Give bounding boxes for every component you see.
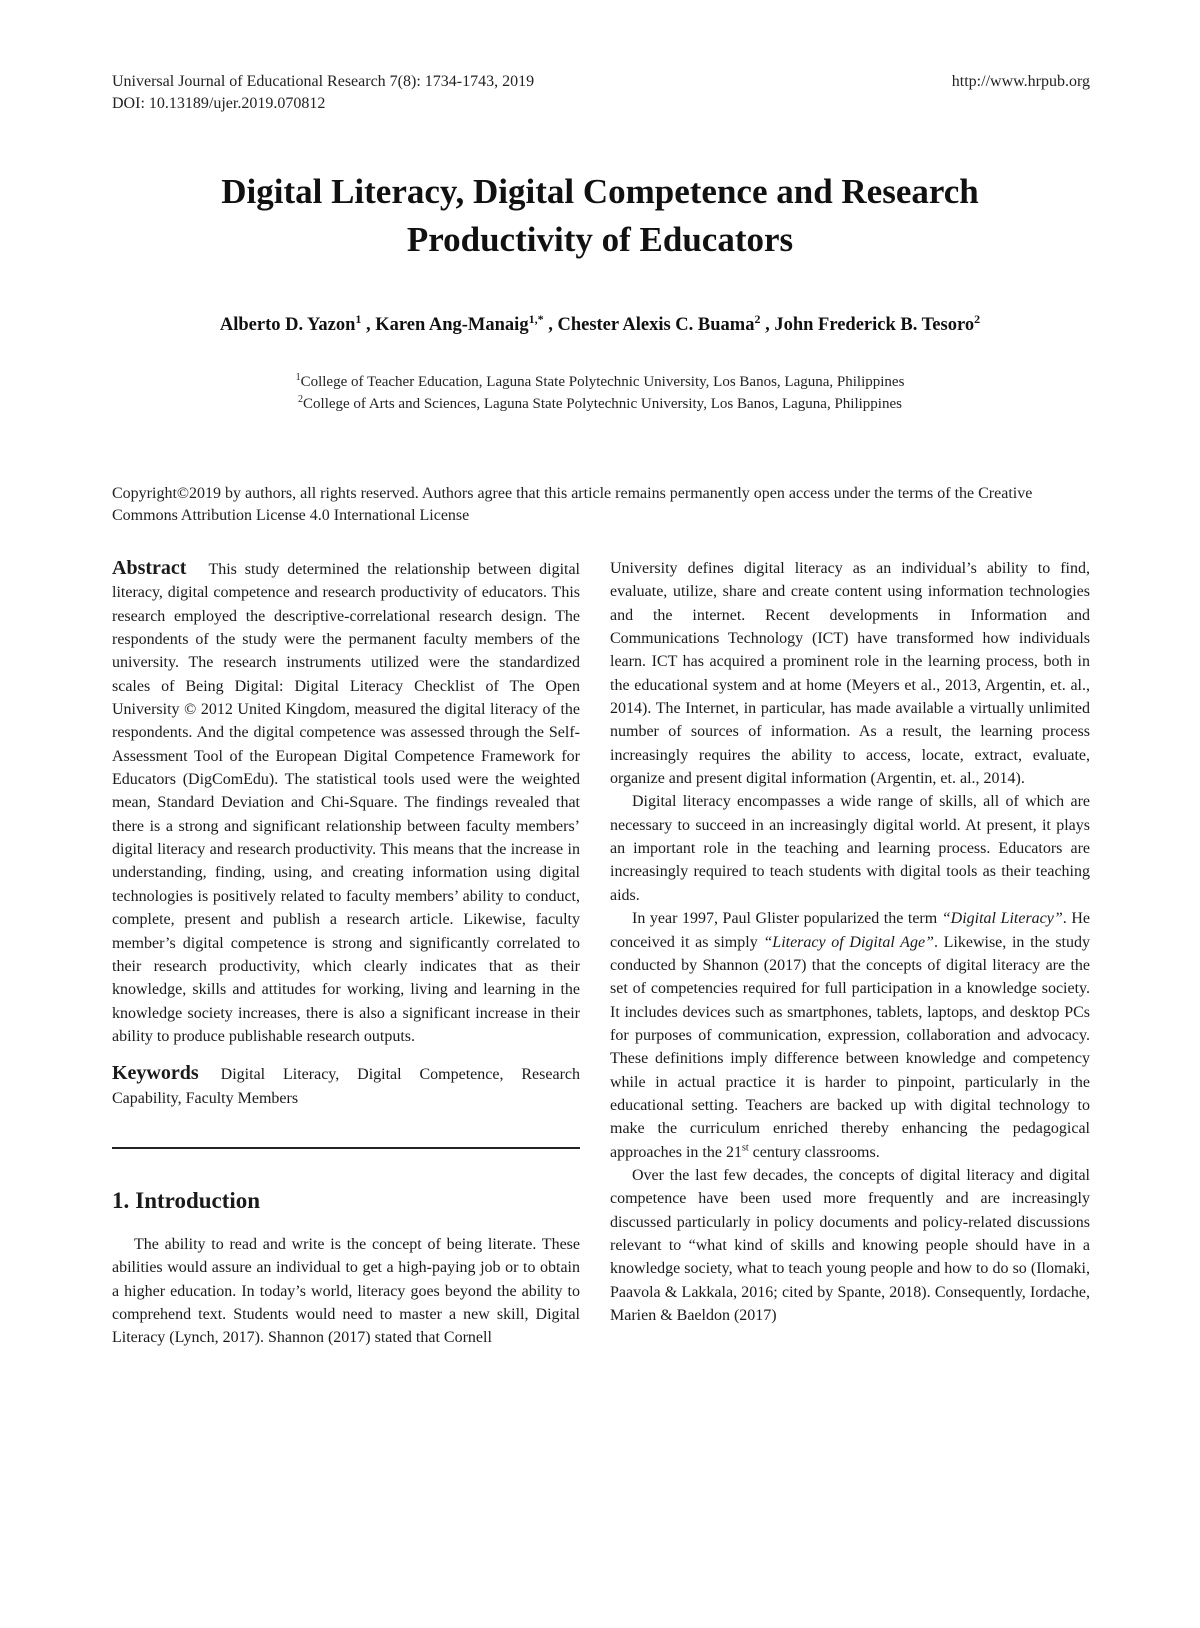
intro-paragraph: The ability to read and write is the concept of being literate. These abilities would assure an individual to get a high-paying job or to obtain a higher education. In today’s world, literacy goes beyond the ability to comprehend text. Students would need to master a new skill, Digital Literacy (Lynch, 2017). Shannon (2017) stated that Cornell (112, 1235, 580, 1347)
author-affil-marker: 2 (974, 311, 981, 326)
author-name: John Frederick B. Tesoro (774, 315, 975, 335)
body-paragraph: In year 1997, Paul Glister popularized the term “Digital Literacy”. He conceived it as simply “Literacy of Digital Age”. Likewise, in the study conducted by Shannon (2017) that the concepts of digital literacy are the set of competencies required for full participation in a knowledge society. It includes devices such as smartphones, tablets, laptops, and desktop PCs for purposes of communication, expression, collaboration and advocacy. These definitions imply difference between knowledge and competency while in actual practice it is harder to pinpoint, particularly in the educational setting. Teachers are backed up with digital technology to make the curriculum enriched thereby enhancing the pedagogical approaches in the 21st century classrooms. (610, 910, 1091, 1161)
body-paragraph: Digital literacy encompasses a wide range of skills, all of which are necessary to succeed in an increasingly digital world. At present, it plays an important role in the teaching and learning process. Educators are increasingly required to teach students with digital tools as their teaching aids. (610, 793, 1090, 904)
affiliations (100, 371, 1100, 415)
author-list: Alberto D. Yazon$^1$ , Karen Ang-Manaig$^{1,*}$ , Chester Alexis C. Buama$^2$ , John Frederick B. Tesoro$^2$ (219, 311, 981, 335)
doi: DOI: 10.13189/ujer.2019.070812 (112, 95, 326, 112)
affiliation-line: $^1$College of Teacher Education, Laguna State Polytechnic University, Los Banos, Laguna, Philippines (295, 372, 905, 390)
journal-url[interactable]: http://www.hrpub.org (951, 73, 1090, 90)
affiliation-line: $^2$College of Arts and Sciences, Laguna State Polytechnic University, Los Banos, Laguna, Philippines (298, 394, 902, 412)
author-name: Karen Ang-Manaig (375, 315, 529, 335)
author-affil-marker: 2 (754, 311, 761, 326)
abstract-text: This study determined the relationship between digital literacy, digital competence and research productivity of educators. This research employed the descriptive-correlational research design. The respondents of the study were the permanent faculty members of the university. The research instruments utilized were the standardized scales of Being Digital: Digital Literacy Checklist of The Open University © 2012 United Kingdom, measured the digital literacy of the respondents. And the digital competence was assessed through the Self-Assessment Tool of the European Digital Competence Framework for Educators (DigComEdu). The statistical tools used were the weighted mean, Standard Deviation and Chi-Square. The findings revealed that there is a strong and significant relationship between faculty members’ digital literacy and research productivity. This means that the increase in understanding, finding, using, and creating information using digital technologies is positively related to faculty members’ ability to conduct, complete, present and publish a research article. Likewise, faculty member’s digital competence is strong and significantly correlated to their research productivity, which clearly indicates that as their knowledge, skills and attitudes for working, living and learning in the knowledge society increases, there is also a significant increase in their ability to produce publishable research outputs. (112, 561, 580, 1045)
keywords (112, 1062, 580, 1110)
title-line-2: Productivity of Educators (406, 220, 794, 259)
left-column (112, 557, 580, 1350)
right-column (610, 557, 1090, 1327)
abstract-label: Abstract (112, 557, 187, 579)
section-divider (112, 1147, 580, 1149)
body-paragraph: Over the last few decades, the concepts of digital literacy and digital competence have been used more frequently and are increasingly discussed particularly in policy documents and policy-related discussions relevant to “what kind of skills and knowing people should have in a knowledge society, what to teach young people and how to do so (Ilomaki, Paavola & Lakkala, 2016; cited by Spante, 2018). Consequently, Iordache, Marien & Baeldon (2017) (610, 1166, 1090, 1324)
keywords-text: Digital Literacy, Digital Competence, Research Capability, Faculty Members (112, 1066, 580, 1107)
author-name: Alberto D. Yazon (219, 315, 356, 335)
section-heading-introduction: 1. Introduction (112, 1187, 261, 1213)
journal-citation: Universal Journal of Educational Research 7(8): 1734-1743, 2019 (112, 73, 535, 90)
copyright-notice: Copyright©2019 by authors, all rights reserved. Authors agree that this article remains permanently open access under the terms of the Creative Commons Attribution License 4.0 International License (112, 485, 1033, 524)
body-paragraph: University defines digital literacy as an individual’s ability to find, evaluate, utilize, share and create content using information technologies and the internet. Recent developments in Information and Communications Technology (ICT) have transformed how individuals learn. ICT has acquired a prominent role in the learning process, both in the educational system and at home (Meyers et al., 2013, Argentin, et. al., 2014). The Internet, in particular, has made available a virtually unlimited number of sources of information. As a result, the learning process increasingly requires the ability to access, locate, extract, evaluate, organize and present digital information (Argentin, et. al., 2014). (610, 560, 1090, 788)
running-header-left (112, 71, 534, 115)
keywords-label: Keywords (112, 1062, 199, 1085)
term-literacy-of-digital-age: “Literacy of Digital Age” (763, 933, 934, 951)
author-name: Chester Alexis C. Buama (557, 315, 755, 335)
author-affil-marker: 1 (355, 311, 362, 326)
paper-title (100, 168, 1100, 264)
author-affil-marker: 1,* (528, 311, 544, 326)
abstract (112, 557, 580, 1048)
title-line-1: Digital Literacy, Digital Competence and Research (221, 172, 979, 211)
term-digital-literacy: “Digital Literacy” (941, 910, 1063, 928)
